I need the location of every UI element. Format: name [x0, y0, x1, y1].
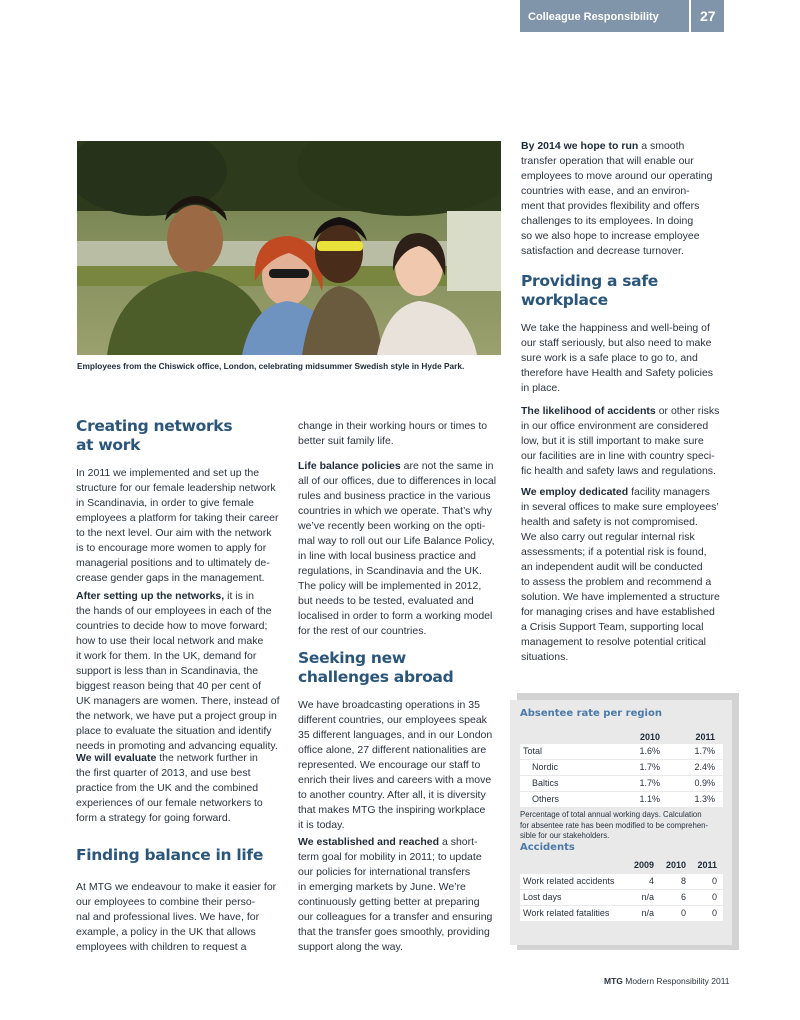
lead-text: The likelihood of accidents [521, 405, 656, 417]
heading-line: Creating networks [76, 417, 233, 435]
text-line: structure for our female leadership network [76, 482, 276, 494]
header-divider [689, 0, 691, 32]
row-value-2010: 1.7% [639, 762, 660, 772]
paragraph-happiness [521, 321, 713, 396]
page-number: 27 [700, 8, 716, 24]
text-line: nal and professional lives. We have, for [76, 911, 260, 923]
heading-line: Seeking new [298, 649, 406, 667]
text-line: support along the way. [298, 941, 403, 953]
text-fragment: it is in [224, 590, 254, 602]
text-line: practice from the UK and the combined [76, 782, 259, 794]
note-line: for absentee rate has been modified to be comprehen- [520, 820, 709, 830]
text-line: situations. [521, 651, 569, 663]
text-line: the first quarter of 2013, and use best [76, 767, 251, 779]
text-fragment: facility managers [628, 486, 710, 498]
text-line: our staff seriously, but also need to make [521, 337, 712, 349]
text-line: continuously getting better at preparing [298, 896, 480, 908]
text-line: In 2011 we implemented and set up the [76, 467, 260, 479]
page-footer [604, 976, 730, 986]
row-value-2011: 2.4% [694, 762, 715, 772]
photo-caption: Employees from the Chiswick office, London, celebrating midsummer Swedish style in Hyde Park. [77, 361, 465, 371]
paragraph-network-intro [76, 466, 279, 586]
lead-text: By 2014 we hope to run [521, 140, 639, 152]
footer-text: Modern Responsibility 2011 [622, 976, 730, 986]
text-line: a Crisis Support Team, supporting local [521, 621, 704, 633]
text-line: crease gender gaps in the management. [76, 572, 265, 584]
text-line: We have broadcasting operations in 35 [298, 699, 480, 711]
text-line: managerial positions and to ultimately de- [76, 557, 270, 569]
row-value-2009: 4 [648, 876, 654, 886]
text-line: to the next level. Our aim with the network [76, 527, 272, 539]
row-label: Nordic [532, 762, 559, 772]
row-value-2011: 0 [711, 908, 717, 918]
text-line: health and safety is not compromised. [521, 516, 698, 528]
text-line: rules and business practice in the various [298, 490, 491, 502]
row-value-2009: n/a [641, 892, 654, 902]
text-line: our employees to combine their perso- [76, 896, 256, 908]
heading-line: Finding balance in life [76, 846, 264, 864]
absentee-row [520, 760, 723, 775]
text-line [298, 835, 492, 850]
row-value-2010: 1.7% [639, 778, 660, 788]
paragraph-balance-intro [76, 880, 276, 955]
text-line: different countries, our employees speak [298, 714, 487, 726]
row-value-2009: n/a [641, 908, 654, 918]
paragraph-mobility [298, 835, 492, 955]
text-line: in emerging markets by June. We’re [298, 881, 466, 893]
absentee-header-2010: 2010 [639, 732, 660, 742]
text-line: countries to decide how to move forward; [76, 620, 268, 632]
text-line: challenges to its employees. In doing [521, 215, 694, 227]
row-label: Others [532, 794, 560, 804]
accidents-header-2011: 2011 [697, 860, 717, 870]
note-line: Percentage of total annual working days. Calculation [520, 810, 702, 819]
paragraph-2014-goal [521, 139, 712, 259]
text-line: an independent audit will be conducted [521, 561, 703, 573]
text-line: assessments; if a potential risk is found, [521, 546, 707, 558]
text-line: We take the happiness and well-being of [521, 322, 710, 334]
text-line: employees to move around our operating [521, 170, 713, 182]
accidents-title: Accidents [520, 842, 575, 853]
absentee-title: Absentee rate per region [520, 708, 662, 719]
row-value-2010: 0 [680, 908, 686, 918]
text-line [298, 459, 496, 474]
paragraph-evaluate [76, 751, 263, 826]
heading-finding-balance [76, 846, 263, 865]
text-line: represented. We encourage our staff to [298, 759, 481, 771]
text-fragment: or other risks [655, 405, 720, 417]
row-value-2010: 8 [680, 876, 686, 886]
text-line: fic health and safety laws and regulations. [521, 465, 716, 477]
row-value-2011: 0 [711, 876, 717, 886]
row-value-2011: 1.7% [694, 746, 715, 756]
text-line: how to use their local network and make [76, 635, 264, 647]
text-line: all of our offices, due to differences in local [298, 475, 497, 487]
absentee-header-2011: 2011 [695, 732, 715, 742]
text-line: the hands of our employees in each of the [76, 605, 272, 617]
text-line: regulations, in Scandinavia and the UK. [298, 565, 482, 577]
absentee-row [520, 776, 723, 791]
text-line: support is less than in Scandinavia, the [76, 665, 259, 677]
text-line: it is today. [298, 819, 345, 831]
text-line: therefore have Health and Safety policies [521, 367, 714, 379]
text-line: At MTG we endeavour to make it easier for [76, 881, 277, 893]
row-label: Lost days [523, 892, 562, 902]
absentee-row [520, 744, 723, 759]
absentee-note [520, 810, 708, 842]
heading-line: challenges abroad [298, 668, 454, 686]
row-label: Work related accidents [523, 876, 615, 886]
paragraph-likelihood [521, 404, 719, 479]
text-line: low, but it is still important to make sure [521, 435, 704, 447]
stats-box [510, 700, 732, 945]
text-line: transfer operation that will enable our [521, 155, 694, 167]
text-line: so we also hope to increase employee [521, 230, 700, 242]
text-fragment: the network further in [156, 752, 258, 764]
text-line: better suit family life. [298, 435, 394, 447]
text-line: in place. [521, 382, 561, 394]
row-value-2011: 1.3% [694, 794, 715, 804]
accidents-row [520, 906, 723, 921]
text-line: our policies for international transfers [298, 866, 471, 878]
text-line: The policy will be implemented in 2012, [298, 580, 482, 592]
text-line: sure work is a safe place to go to, and [521, 352, 698, 364]
lead-text: We will evaluate [76, 752, 157, 764]
text-line [521, 404, 719, 419]
text-fragment: a short- [439, 836, 478, 848]
row-label: Work related fatalities [523, 908, 610, 918]
text-line: form a strategy for going forward. [76, 812, 231, 824]
text-line [76, 589, 280, 604]
heading-line: Providing a safe [521, 272, 659, 290]
paragraph-life-balance [298, 459, 496, 639]
text-line: for managing crises and have established [521, 606, 715, 618]
row-value-2010: 6 [680, 892, 686, 902]
text-line: for the rest of our countries. [298, 625, 427, 637]
paragraph-broadcasting [298, 698, 492, 833]
text-line: in our office environment are considered [521, 420, 709, 432]
page-header [520, 0, 724, 32]
text-fragment: a smooth [638, 140, 685, 152]
text-line [76, 751, 263, 766]
text-line: satisfaction and decrease turnover. [521, 245, 684, 257]
row-value-2010: 1.6% [639, 746, 660, 756]
lead-text: Life balance policies [298, 460, 401, 472]
text-line: place to evaluate the situation and identify [76, 725, 272, 737]
accidents-row [520, 874, 723, 889]
text-line: mal way to roll out our Life Balance Policy, [298, 535, 495, 547]
row-value-2011: 0.9% [694, 778, 715, 788]
row-value-2010: 1.1% [639, 794, 660, 804]
text-line: employees a platform for taking their career [76, 512, 279, 524]
text-line: change in their working hours or times to [298, 420, 488, 432]
paragraph-working-hours [298, 419, 487, 449]
text-line: We also carry out regular internal risk [521, 531, 695, 543]
heading-line: workplace [521, 291, 608, 309]
section-title: Colleague Responsibility [528, 11, 659, 23]
lead-text: We established and reached [298, 836, 440, 848]
text-line: that makes MTG the inspiring workplace [298, 804, 486, 816]
text-line: management to resolve potential critical [521, 636, 707, 648]
text-line: but needs to be tested, evaluated and [298, 595, 474, 607]
text-line: needs in promoting and advancing equality. [76, 740, 278, 752]
employees-photo [77, 141, 501, 355]
row-value-2011: 0 [711, 892, 717, 902]
heading-line: at work [76, 436, 141, 454]
text-line: the network, we have put a project group in [76, 710, 277, 722]
accidents-header-2009: 2009 [633, 860, 654, 870]
text-line [521, 485, 720, 500]
text-line: we’ve recently been working on the opti- [298, 520, 486, 532]
accidents-row [520, 890, 723, 905]
text-line [521, 139, 712, 154]
text-line: to another country. After all, it is diversity [298, 789, 486, 801]
text-line: countries with ease, and an environ- [521, 185, 690, 197]
footer-brand: MTG [604, 976, 623, 986]
text-line: ment that provides flexibility and offers [521, 200, 700, 212]
text-line: countries in which we operate. That’s why [298, 505, 492, 517]
heading-seeking-challenges [298, 649, 453, 687]
text-line: office alone, 27 different nationalities are [298, 744, 487, 756]
text-line: biggest reason being that 40 per cent of [76, 680, 262, 692]
text-line: our colleagues for a transfer and ensuring [298, 911, 493, 923]
text-line: is to encourage more women to apply for [76, 542, 267, 554]
text-line: that the transfer goes smoothly, providing [298, 926, 490, 938]
text-line: localised in order to form a working model [298, 610, 493, 622]
text-line: in several offices to make sure employees’ [521, 501, 719, 513]
row-label: Baltics [532, 778, 559, 788]
text-fragment: are not the same in [400, 460, 494, 472]
text-line: enrich their lives and careers with a move [298, 774, 492, 786]
note-line: sible for our stakeholders. [520, 831, 610, 840]
lead-text: We employ dedicated [521, 486, 629, 498]
accidents-header-2010: 2010 [665, 860, 686, 870]
text-line: to assess the problem and recommend a [521, 576, 712, 588]
text-line: it work for them. In the UK, demand for [76, 650, 257, 662]
heading-creating-networks [76, 417, 232, 455]
text-line: in Scandinavia, in order to give female [76, 497, 255, 509]
text-line: employees with children to request a [76, 941, 247, 953]
heading-safe-workplace [521, 272, 658, 310]
text-line: in line with local business practice and [298, 550, 477, 562]
text-line: experiences of our female networkers to [76, 797, 263, 809]
absentee-row [520, 792, 723, 807]
text-line: 35 different languages, and in our London [298, 729, 493, 741]
text-line: solution. We have implemented a structure [521, 591, 720, 603]
text-line: example, a policy in the UK that allows [76, 926, 256, 938]
text-line: our facilities are in line with country speci- [521, 450, 715, 462]
lead-text: After setting up the networks, [76, 590, 225, 602]
text-line: term goal for mobility in 2011; to update [298, 851, 482, 863]
text-line: UK managers are women. There, instead of [76, 695, 280, 707]
paragraph-facility-managers [521, 485, 720, 665]
row-label: Total [523, 746, 543, 756]
paragraph-after-setup [76, 589, 280, 754]
